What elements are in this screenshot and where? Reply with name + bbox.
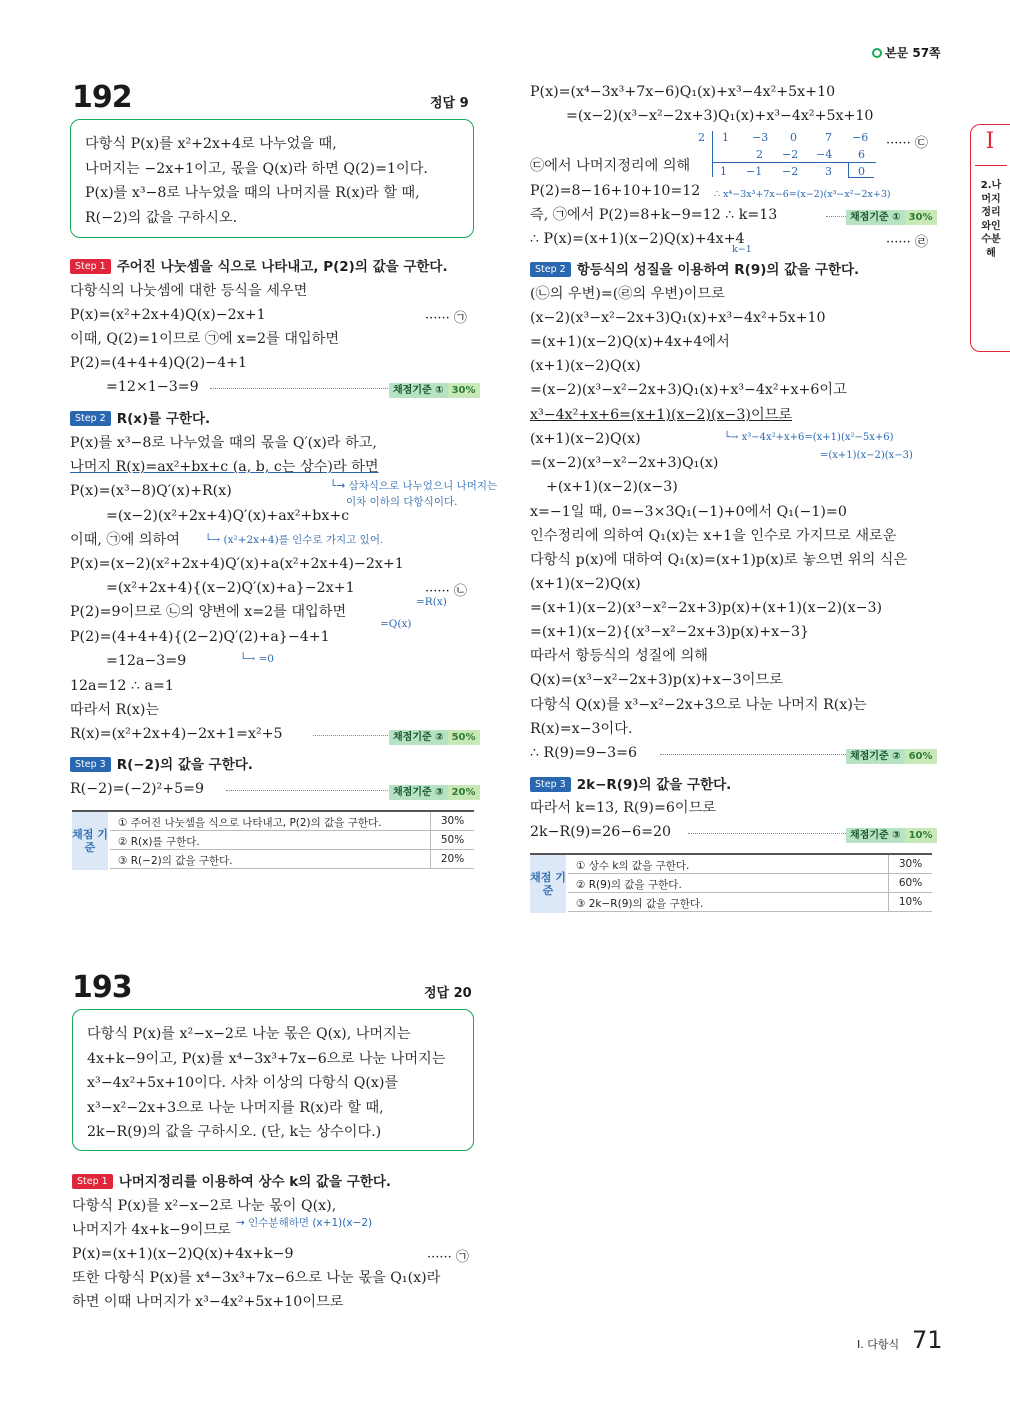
criteria-percent: 20% [448,785,480,800]
grading-row-percent: 20% [430,850,474,869]
solution-line: 다항식 P(x)를 x²−x−2로 나눈 몫이 Q(x), [72,1198,337,1214]
step-heading [70,753,253,773]
criteria-label: 채점기준 ③ [389,785,448,800]
problem-number: 192 [72,80,132,115]
grading-row-text: ① 상수 k의 값을 구한다. [576,860,690,872]
grading-row [568,855,932,874]
criteria-label: 채점기준 ① [846,210,905,225]
synth-cell: −3 [752,131,769,144]
solution-line: P(x)=(x²+2x+4)Q(x)−2x+1 [70,307,266,323]
page-reference-text: 본문 57쪽 [885,46,941,60]
grading-table-header: 채점 기준 [72,812,108,870]
synth-cell: −4 [816,148,833,161]
solution-line: =(x+1)(x−2){(x³−x²−2x+3)p(x)+x−3} [530,624,810,640]
criteria-marker [846,747,937,762]
question-line: x³−x²−2x+3으로 나눈 나머지를 R(x)라 할 때, [87,1099,384,1116]
side-note: └→ 삼차식으로 나누었으니 나머지는 [330,480,498,492]
page-number: 71 [912,1326,943,1354]
problem-number: 193 [72,970,132,1005]
answer-label: 정답 20 [424,986,472,1001]
footer-chapter: I. 다항식 [857,1338,900,1351]
step-badge: Step 1 [72,1174,113,1189]
synth-cell: −6 [852,131,869,144]
chapter-roman-numeral: I [985,129,995,154]
solution-line: 다항식 Q(x)를 x³−x²−2x+3으로 나눈 나머지 R(x)는 [530,697,867,713]
criteria-marker [846,826,937,841]
step-heading [530,258,859,278]
criteria-label: 채점기준 ② [389,730,448,745]
note-text: (x²+2x+4)를 인수로 가지고 있어. [223,534,384,546]
chapter-title-vertical: 2.나머지정리와인수분해 [980,180,1002,259]
criteria-marker [389,381,480,396]
step-badge: Step 1 [70,259,111,274]
solution-line: =(x−2)(x³−x²−2x+3)Q₁(x)+x³−4x²+x+6이고 [530,382,847,398]
criteria-percent: 30% [448,383,480,398]
solution-line: 따라서 k=13, R(9)=6이므로 [530,800,716,816]
synth-cell: −2 [782,165,799,178]
grading-table-header: 채점 기준 [530,855,566,913]
solution-line: ∴ P(x)=(x+1)(x−2)Q(x)+4x+4 [530,231,745,247]
solution-line: 다항식의 나눗셈에 대한 등식을 세우면 [70,283,308,299]
solution-line: P(x)=(x³−8)Q′(x)+R(x) [70,483,232,499]
grading-row [110,831,474,850]
solution-line: =(x−2)(x³−x²−2x+3)Q₁(x)+x³−4x²+5x+10 [566,108,874,124]
solution-line: (㉡의 우변)=(㉣의 우변)이므로 [530,286,725,302]
side-note: 이차 이하의 다항식이다. [346,496,458,508]
solution-line: P(x)를 x³−8로 나누었을 때의 몫을 Q′(x)라 하고, [70,435,377,451]
leader-dots [226,790,388,791]
solution-line: 하면 이때 나머지가 x³−4x²+5x+10이므로 [72,1294,344,1310]
grading-row [110,850,474,869]
leader-dots [660,754,846,755]
solution-line: 따라서 R(x)는 [70,702,160,718]
question-line: P(x)를 x³−8로 나누었을 때의 나머지를 R(x)라 할 때, [85,185,420,201]
leader-dots [210,388,388,389]
criteria-marker [389,783,480,798]
question-line: R(−2)의 값을 구하시오. [85,209,238,226]
side-note: =Q(x) [380,618,412,630]
solution-line: 나머지가 4x+k−9이므로 [72,1222,231,1238]
equation-tag: ······ ㉠ [427,1250,469,1265]
grading-row-percent: 30% [430,812,474,831]
step-title: 나머지정리를 이용하여 상수 k의 값을 구한다. [118,1174,392,1190]
synth-cell: 1 [722,131,729,144]
step-heading [72,1170,391,1190]
question-line: 다항식 P(x)를 x²−x−2로 나눈 몫은 Q(x), 나머지는 [87,1026,411,1042]
solution-line: 즉, ㉠에서 P(2)=8+k−9=12 ∴ k=13 [530,207,778,223]
solution-line: =(x−2)(x³−x²−2x+3)Q₁(x) [530,455,719,471]
solution-line: 2k−R(9)=26−6=20 [530,824,672,840]
grading-row [568,874,932,893]
chapter-side-tab [970,124,1010,352]
grading-row-percent: 60% [888,874,932,893]
solution-line: ∴ R(9)=9−3=6 [530,745,638,761]
equation-tag: ······ ㉢ [886,136,928,151]
step-heading [530,773,731,793]
solution-line: =(x−2)(x²+2x+4)Q′(x)+ax²+bx+c [106,508,350,524]
side-note: k−1 [732,244,752,255]
solution-line: 따라서 항등식의 성질에 의해 [530,648,708,664]
solution-line: P(2)=(4+4+4)Q(2)−4+1 [70,355,248,371]
grading-row [110,812,474,831]
criteria-label: 채점기준 ③ [846,828,905,843]
leader-dots [313,735,388,736]
synth-cell: −2 [782,148,799,161]
solution-line: =(x²+2x+4){(x−2)Q′(x)+a}−2x+1 [106,580,355,596]
side-note: └→ x³−4x²+x+6=(x+1)(x²−5x+6) [724,432,894,443]
side-note: =R(x) [416,596,447,608]
solution-line: =(x+1)(x−2)(x³−x²−2x+3)p(x)+(x+1)(x−2)(x−3) [530,600,883,616]
question-line: x³−4x²+5x+10이다. 사차 이상의 다항식 Q(x)를 [87,1075,399,1091]
grading-row-text: ③ 2k−R(9)의 값을 구한다. [576,898,704,910]
synth-cell: −1 [746,165,763,178]
grading-row-percent: 30% [888,855,932,874]
solution-line: (x−2)(x³−x²−2x+3)Q₁(x)+x³−4x²+5x+10 [530,310,826,326]
question-line: 4x+k−9이고, P(x)를 x⁴−3x³+7x−6으로 나눈 나머지는 [87,1050,446,1067]
solution-line: R(x)=x−3이다. [530,721,633,737]
solution-line: =12×1−3=9 [106,379,199,395]
grading-row [568,893,932,912]
criteria-percent: 50% [448,730,480,745]
side-note: ∴ x⁴−3x³+7x−6=(x−2)(x³−x²−2x+3) [714,189,891,200]
criteria-percent: 60% [905,749,937,764]
solution-line: P(2)=8−16+10+10=12 [530,183,701,199]
solution-line: (x+1)(x−2)Q(x) [530,576,641,592]
grading-table [530,853,932,913]
solution-line: 다항식 p(x)에 대하여 Q₁(x)=(x+1)p(x)로 놓으면 위의 식은 [530,552,908,568]
synth-cell: 2 [756,148,763,161]
grading-row-text: ① 주어진 나눗셈을 식으로 나타내고, P(2)의 값을 구한다. [118,817,382,829]
answer-label: 정답 9 [430,96,469,111]
question-line: 다항식 P(x)를 x²+2x+4로 나누었을 때, [85,136,337,152]
synth-cell: 3 [825,165,832,178]
synth-divider-vertical [712,131,713,177]
step-title: R(x)를 구한다. [116,411,211,427]
solution-line: 12a=12 ∴ a=1 [70,678,174,694]
synth-cell: 0 [790,131,797,144]
solution-line: R(x)=(x²+2x+4)−2x+1=x²+5 [70,726,283,742]
criteria-percent: 10% [905,828,937,843]
side-note: └→ =0 [240,653,274,665]
side-note: └→ (x²+2x+4)를 인수로 가지고 있어. [205,534,384,546]
leader-dots [688,833,846,834]
criteria-label: 채점기준 ① [389,383,448,398]
solution-line: =(x+1)(x−2)Q(x)+4x+4에서 [530,334,730,350]
equation-tag: ······ ㉡ [425,584,467,599]
synth-cell: 7 [825,131,832,144]
step-title: 2k−R(9)의 값을 구한다. [576,777,732,793]
solution-line: P(x)=(x⁴−3x³+7x−6)Q₁(x)+x³−4x²+5x+10 [530,84,836,100]
step-badge: Step 2 [70,411,111,426]
solution-line: x=−1일 때, 0=−3×3Q₁(−1)+0에서 Q₁(−1)=0 [530,504,847,520]
synth-cell: 6 [858,148,865,161]
grading-row-text: ③ R(−2)의 값을 구한다. [118,855,233,867]
page-reference [872,44,941,61]
side-note: =(x+1)(x−2)(x−3) [820,450,913,461]
solution-line: (x+1)(x−2)Q(x) [530,358,641,374]
note-text: =0 [258,653,274,665]
solution-line: R(−2)=(−2)²+5=9 [70,781,205,797]
solution-line: 인수정리에 의하여 Q₁(x)는 x+1을 인수로 가지므로 새로운 [530,528,897,544]
solution-line: (x+1)(x−2)Q(x) [530,431,641,447]
step-badge: Step 2 [530,262,571,277]
solution-line: Q(x)=(x³−x²−2x+3)p(x)+x−3이므로 [530,672,783,688]
solution-line: ㉢에서 나머지정리에 의해 [530,158,691,174]
note-text: 삼차식으로 나누었으니 나머지는 [348,480,498,492]
grading-table [72,810,474,870]
synth-cell: 0 [858,165,865,178]
grading-row-text: ② R(x)를 구한다. [118,836,200,848]
solution-line: 나머지 R(x)=ax²+bx+c (a, b, c는 상수)라 하면 [70,459,379,475]
question-box [72,1009,474,1151]
synth-cell: 1 [720,165,727,178]
note-text: 인수분해하면 (x+1)(x−2) [248,1217,373,1229]
grading-row-text: ② R(9)의 값을 구한다. [576,879,682,891]
criteria-label: 채점기준 ② [846,749,905,764]
equation-tag: ······ ㉠ [425,311,467,326]
side-note: → 인수분해하면 (x+1)(x−2) [236,1217,373,1229]
solution-line: =12a−3=9 [106,653,187,669]
step-title: R(−2)의 값을 구한다. [116,757,253,773]
solution-line: P(x)=(x+1)(x−2)Q(x)+4x+k−9 [72,1246,294,1262]
step-badge: Step 3 [530,777,571,792]
step-heading [70,407,210,427]
step-title: 주어진 나눗셈을 식으로 나타내고, P(2)의 값을 구한다. [116,259,448,275]
criteria-marker [846,208,937,223]
step-badge: Step 3 [70,757,111,772]
solution-line: 또한 다항식 P(x)를 x⁴−3x³+7x−6으로 나눈 몫을 Q₁(x)라 [72,1270,441,1286]
criteria-percent: 30% [905,210,937,225]
solution-line: P(x)=(x−2)(x²+2x+4)Q′(x)+a(x²+2x+4)−2x+1 [70,556,404,572]
leader-dots [826,216,846,217]
side-tab-divider [975,165,1007,166]
solution-line: P(2)=(4+4+4){(2−2)Q′(2)+a}−4+1 [70,629,330,645]
question-box [70,119,474,238]
step-title: 항등식의 성질을 이용하여 R(9)의 값을 구한다. [576,262,860,278]
grading-row-percent: 10% [888,893,932,912]
criteria-marker [389,728,480,743]
solution-line: x³−4x²+x+6=(x+1)(x−2)(x−3)이므로 [530,407,793,423]
solution-line: 이때, Q(2)=1이므로 ㉠에 x=2를 대입하면 [70,331,340,347]
note-text: x³−4x²+x+6=(x+1)(x²−5x+6) [741,432,894,443]
solution-line: +(x+1)(x−2)(x−3) [546,479,678,495]
equation-tag: ······ ㉣ [886,235,928,250]
solution-line: P(2)=9이므로 ㉡의 양변에 x=2를 대입하면 [70,604,347,620]
synth-cell: 2 [698,131,705,144]
solution-line: 이때, ㉠에 의하여 [70,532,180,548]
grading-row-percent: 50% [430,831,474,850]
question-line: 나머지는 −2x+1이고, 몫을 Q(x)라 하면 Q(2)=1이다. [85,160,428,177]
circle-bullet-icon [872,48,882,58]
step-heading [70,255,448,275]
question-line: 2k−R(9)의 값을 구하시오. (단, k는 상수이다.) [87,1124,382,1140]
